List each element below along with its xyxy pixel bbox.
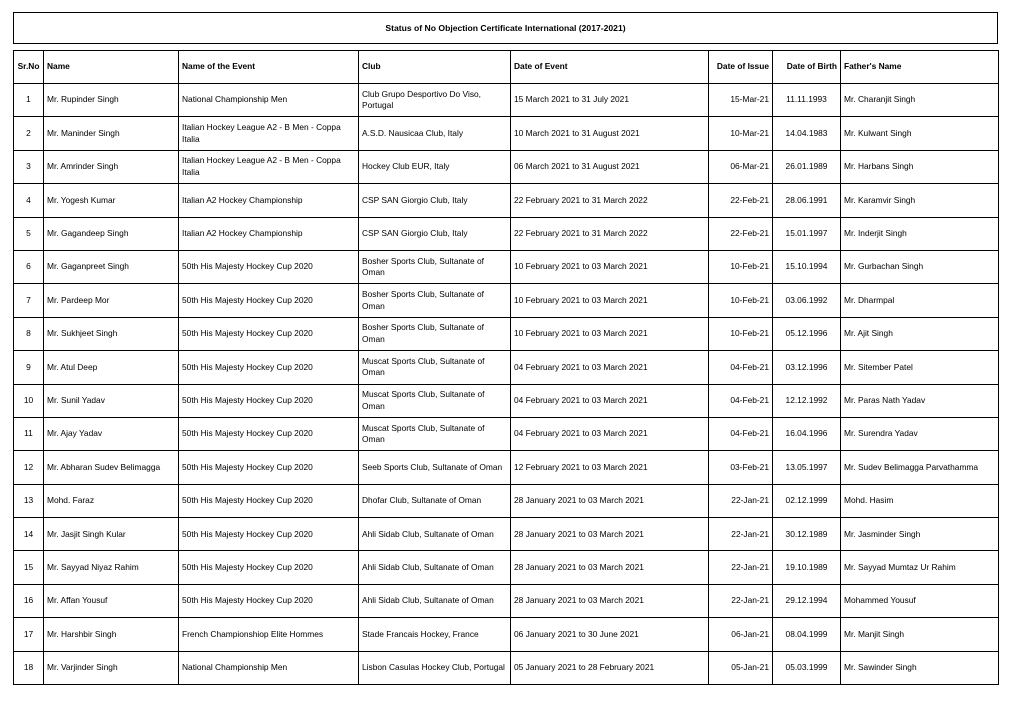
cell-date-event: 06 January 2021 to 30 June 2021 — [511, 618, 709, 651]
cell-club: Ahli Sidab Club, Sultanate of Oman — [359, 518, 511, 551]
cell-date-issue: 22-Jan-21 — [709, 551, 773, 584]
header-row — [14, 51, 999, 84]
table-row — [14, 518, 999, 551]
cell-father: Mr. Sudev Belimagga Parvathamma — [841, 451, 999, 484]
cell-name: Mr. Gagandeep Singh — [44, 217, 179, 250]
cell-name: Mr. Atul Deep — [44, 351, 179, 384]
cell-dob: 15.10.1994 — [773, 250, 841, 283]
cell-dob: 16.04.1996 — [773, 417, 841, 450]
cell-srno: 12 — [14, 451, 44, 484]
cell-club: Bosher Sports Club, Sultanate of Oman — [359, 250, 511, 283]
cell-event: 50th His Majesty Hockey Cup 2020 — [179, 284, 359, 317]
cell-date-issue: 10-Feb-21 — [709, 250, 773, 283]
cell-name: Mr. Ajay Yadav — [44, 417, 179, 450]
cell-date-event: 06 March 2021 to 31 August 2021 — [511, 150, 709, 183]
cell-dob: 19.10.1989 — [773, 551, 841, 584]
cell-dob: 26.01.1989 — [773, 150, 841, 183]
document-sheet — [13, 12, 998, 685]
table-row — [14, 618, 999, 651]
cell-club: Bosher Sports Club, Sultanate of Oman — [359, 317, 511, 350]
cell-name: Mr. Varjinder Singh — [44, 651, 179, 684]
cell-date-event: 10 February 2021 to 03 March 2021 — [511, 317, 709, 350]
cell-father: Mohammed Yousuf — [841, 584, 999, 617]
cell-srno: 10 — [14, 384, 44, 417]
cell-club: Club Grupo Desportivo Do Viso, Portugal — [359, 84, 511, 117]
cell-club: Dhofar Club, Sultanate of Oman — [359, 484, 511, 517]
cell-srno: 4 — [14, 184, 44, 217]
cell-date-issue: 22-Jan-21 — [709, 484, 773, 517]
cell-event: French Championshiop Elite Hommes — [179, 618, 359, 651]
cell-srno: 11 — [14, 417, 44, 450]
cell-father: Mr. Karamvir Singh — [841, 184, 999, 217]
cell-srno: 2 — [14, 117, 44, 150]
cell-father: Mr. Paras Nath Yadav — [841, 384, 999, 417]
cell-srno: 7 — [14, 284, 44, 317]
cell-name: Mr. Yogesh Kumar — [44, 184, 179, 217]
cell-date-issue: 22-Feb-21 — [709, 217, 773, 250]
cell-name: Mohd. Faraz — [44, 484, 179, 517]
table-row — [14, 284, 999, 317]
cell-srno: 16 — [14, 584, 44, 617]
cell-name: Mr. Amrinder Singh — [44, 150, 179, 183]
cell-date-issue: 04-Feb-21 — [709, 351, 773, 384]
cell-event: 50th His Majesty Hockey Cup 2020 — [179, 518, 359, 551]
cell-name: Mr. Abharan Sudev Belimagga — [44, 451, 179, 484]
cell-club: CSP SAN Giorgio Club, Italy — [359, 184, 511, 217]
cell-date-issue: 04-Feb-21 — [709, 417, 773, 450]
cell-event: 50th His Majesty Hockey Cup 2020 — [179, 351, 359, 384]
cell-date-event: 22 February 2021 to 31 March 2022 — [511, 184, 709, 217]
cell-name: Mr. Harshbir Singh — [44, 618, 179, 651]
cell-dob: 28.06.1991 — [773, 184, 841, 217]
cell-dob: 14.04.1983 — [773, 117, 841, 150]
cell-date-issue: 06-Mar-21 — [709, 150, 773, 183]
cell-name: Mr. Jasjit Singh Kular — [44, 518, 179, 551]
cell-dob: 30.12.1989 — [773, 518, 841, 551]
cell-dob: 05.03.1999 — [773, 651, 841, 684]
cell-club: Muscat Sports Club, Sultanate of Oman — [359, 417, 511, 450]
cell-date-issue: 15-Mar-21 — [709, 84, 773, 117]
table-body — [14, 84, 999, 685]
cell-date-event: 28 January 2021 to 03 March 2021 — [511, 551, 709, 584]
cell-srno: 17 — [14, 618, 44, 651]
cell-club: Muscat Sports Club, Sultanate of Oman — [359, 384, 511, 417]
cell-name: Mr. Rupinder Singh — [44, 84, 179, 117]
table-row — [14, 417, 999, 450]
cell-dob: 15.01.1997 — [773, 217, 841, 250]
table-row — [14, 651, 999, 684]
cell-dob: 12.12.1992 — [773, 384, 841, 417]
cell-dob: 05.12.1996 — [773, 317, 841, 350]
cell-father: Mr. Kulwant Singh — [841, 117, 999, 150]
cell-event: Italian A2 Hockey Championship — [179, 217, 359, 250]
cell-event: 50th His Majesty Hockey Cup 2020 — [179, 551, 359, 584]
cell-club: Muscat Sports Club, Sultanate of Oman — [359, 351, 511, 384]
cell-father: Mr. Sawinder Singh — [841, 651, 999, 684]
cell-date-issue: 04-Feb-21 — [709, 384, 773, 417]
cell-dob: 11.11.1993 — [773, 84, 841, 117]
cell-father: Mr. Harbans Singh — [841, 150, 999, 183]
cell-date-event: 04 February 2021 to 03 March 2021 — [511, 384, 709, 417]
header-date-event: Date of Event — [511, 51, 709, 84]
table-row — [14, 150, 999, 183]
cell-dob: 02.12.1999 — [773, 484, 841, 517]
cell-date-event: 10 February 2021 to 03 March 2021 — [511, 250, 709, 283]
cell-club: Seeb Sports Club, Sultanate of Oman — [359, 451, 511, 484]
cell-date-issue: 05-Jan-21 — [709, 651, 773, 684]
cell-event: 50th His Majesty Hockey Cup 2020 — [179, 451, 359, 484]
cell-date-event: 15 March 2021 to 31 July 2021 — [511, 84, 709, 117]
cell-event: 50th His Majesty Hockey Cup 2020 — [179, 250, 359, 283]
cell-date-event: 10 March 2021 to 31 August 2021 — [511, 117, 709, 150]
cell-srno: 13 — [14, 484, 44, 517]
header-name: Name — [44, 51, 179, 84]
table-row — [14, 584, 999, 617]
cell-father: Mr. Sayyad Mumtaz Ur Rahim — [841, 551, 999, 584]
cell-date-issue: 10-Feb-21 — [709, 284, 773, 317]
cell-date-event: 28 January 2021 to 03 March 2021 — [511, 518, 709, 551]
table-row — [14, 84, 999, 117]
cell-name: Mr. Sunil Yadav — [44, 384, 179, 417]
cell-club: Bosher Sports Club, Sultanate of Oman — [359, 284, 511, 317]
cell-name: Mr. Sayyad Niyaz Rahim — [44, 551, 179, 584]
cell-father: Mr. Sitember Patel — [841, 351, 999, 384]
cell-date-issue: 22-Jan-21 — [709, 584, 773, 617]
cell-srno: 1 — [14, 84, 44, 117]
cell-club: CSP SAN Giorgio Club, Italy — [359, 217, 511, 250]
cell-date-event: 22 February 2021 to 31 March 2022 — [511, 217, 709, 250]
cell-club: A.S.D. Nausicaa Club, Italy — [359, 117, 511, 150]
header-event: Name of the Event — [179, 51, 359, 84]
cell-name: Mr. Maninder Singh — [44, 117, 179, 150]
cell-father: Mr. Dharmpal — [841, 284, 999, 317]
cell-father: Mr. Jasminder Singh — [841, 518, 999, 551]
cell-dob: 13.05.1997 — [773, 451, 841, 484]
cell-date-issue: 10-Mar-21 — [709, 117, 773, 150]
cell-father: Mr. Ajit Singh — [841, 317, 999, 350]
cell-event: 50th His Majesty Hockey Cup 2020 — [179, 584, 359, 617]
cell-date-event: 04 February 2021 to 03 March 2021 — [511, 417, 709, 450]
cell-date-event: 10 February 2021 to 03 March 2021 — [511, 284, 709, 317]
cell-father: Mohd. Hasim — [841, 484, 999, 517]
cell-event: 50th His Majesty Hockey Cup 2020 — [179, 417, 359, 450]
cell-event: 50th His Majesty Hockey Cup 2020 — [179, 484, 359, 517]
cell-srno: 6 — [14, 250, 44, 283]
table-row — [14, 351, 999, 384]
cell-date-issue: 22-Jan-21 — [709, 518, 773, 551]
header-club: Club — [359, 51, 511, 84]
cell-club: Ahli Sidab Club, Sultanate of Oman — [359, 551, 511, 584]
table-row — [14, 317, 999, 350]
cell-event: National Championship Men — [179, 651, 359, 684]
cell-date-event: 05 January 2021 to 28 February 2021 — [511, 651, 709, 684]
cell-srno: 3 — [14, 150, 44, 183]
cell-date-event: 28 January 2021 to 03 March 2021 — [511, 484, 709, 517]
table-row — [14, 117, 999, 150]
cell-srno: 9 — [14, 351, 44, 384]
page-title: Status of No Objection Certificate International (2017-2021) — [13, 12, 998, 44]
header-dob: Date of Birth — [773, 51, 841, 84]
header-father: Father's Name — [841, 51, 999, 84]
cell-dob: 29.12.1994 — [773, 584, 841, 617]
cell-srno: 15 — [14, 551, 44, 584]
table-row — [14, 184, 999, 217]
table-row — [14, 384, 999, 417]
cell-date-issue: 06-Jan-21 — [709, 618, 773, 651]
cell-father: Mr. Surendra Yadav — [841, 417, 999, 450]
cell-club: Lisbon Casulas Hockey Club, Portugal — [359, 651, 511, 684]
cell-dob: 03.12.1996 — [773, 351, 841, 384]
cell-event: Italian Hockey League A2 - B Men - Coppa Italia — [179, 150, 359, 183]
cell-event: National Championship Men — [179, 84, 359, 117]
noc-table — [13, 50, 999, 685]
cell-club: Stade Francais Hockey, France — [359, 618, 511, 651]
cell-event: Italian Hockey League A2 - B Men - Coppa Italia — [179, 117, 359, 150]
cell-date-event: 04 February 2021 to 03 March 2021 — [511, 351, 709, 384]
cell-name: Mr. Affan Yousuf — [44, 584, 179, 617]
cell-event: Italian A2 Hockey Championship — [179, 184, 359, 217]
table-row — [14, 484, 999, 517]
table-row — [14, 217, 999, 250]
cell-date-issue: 10-Feb-21 — [709, 317, 773, 350]
table-row — [14, 250, 999, 283]
cell-club: Hockey Club EUR, Italy — [359, 150, 511, 183]
cell-event: 50th His Majesty Hockey Cup 2020 — [179, 317, 359, 350]
cell-name: Mr. Pardeep Mor — [44, 284, 179, 317]
header-srno: Sr.No — [14, 51, 44, 84]
cell-srno: 18 — [14, 651, 44, 684]
cell-name: Mr. Sukhjeet Singh — [44, 317, 179, 350]
cell-date-issue: 03-Feb-21 — [709, 451, 773, 484]
cell-father: Mr. Charanjit Singh — [841, 84, 999, 117]
cell-date-issue: 22-Feb-21 — [709, 184, 773, 217]
cell-date-event: 28 January 2021 to 03 March 2021 — [511, 584, 709, 617]
cell-father: Mr. Gurbachan Singh — [841, 250, 999, 283]
cell-name: Mr. Gaganpreet Singh — [44, 250, 179, 283]
cell-club: Ahli Sidab Club, Sultanate of Oman — [359, 584, 511, 617]
cell-father: Mr. Inderjit Singh — [841, 217, 999, 250]
cell-srno: 8 — [14, 317, 44, 350]
cell-srno: 5 — [14, 217, 44, 250]
cell-dob: 03.06.1992 — [773, 284, 841, 317]
cell-dob: 08.04.1999 — [773, 618, 841, 651]
cell-father: Mr. Manjit Singh — [841, 618, 999, 651]
cell-date-event: 12 February 2021 to 03 March 2021 — [511, 451, 709, 484]
cell-srno: 14 — [14, 518, 44, 551]
header-date-issue: Date of Issue — [709, 51, 773, 84]
cell-event: 50th His Majesty Hockey Cup 2020 — [179, 384, 359, 417]
table-row — [14, 451, 999, 484]
table-row — [14, 551, 999, 584]
